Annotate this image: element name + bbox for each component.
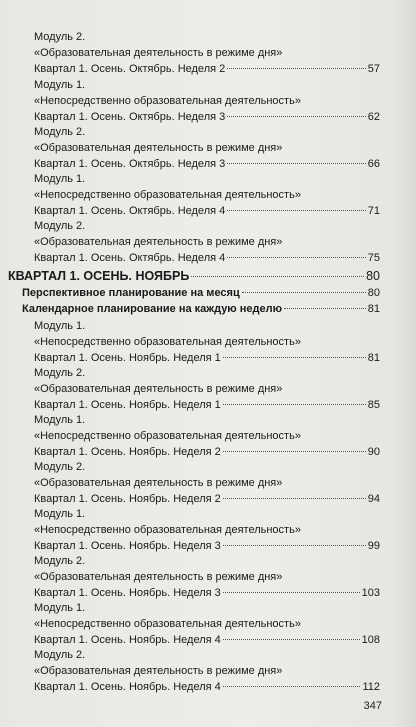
entry-module: Модуль 2. [34, 649, 86, 661]
entry-module: Модуль 2. [34, 367, 86, 379]
entry-week: Квартал 1. Осень. Ноябрь. Неделя 1 [34, 399, 221, 411]
entry-page: 108 [361, 634, 380, 646]
entry-module: Модуль 2. [34, 461, 86, 473]
entry-page: 57 [367, 63, 380, 75]
subsection-title: Перспективное планирование на месяц [22, 287, 240, 299]
entry-week: Квартал 1. Осень. Ноябрь. Неделя 4 [34, 681, 221, 693]
entry-module: Модуль 1. [34, 602, 86, 614]
dot-leader [227, 153, 366, 164]
section-page: 80 [366, 269, 380, 283]
entry-page: 112 [362, 681, 380, 693]
entry-title: «Образовательная деятельность в режиме дня» [34, 141, 283, 154]
entry-week: Квартал 1. Осень. Октябрь. Неделя 3 [34, 158, 226, 170]
dot-leader [227, 106, 366, 117]
entry-page: 62 [367, 111, 380, 123]
entry-title: «Непосредственно образовательная деятельность» [34, 335, 301, 348]
page-edge-shadow [394, 0, 416, 727]
subsection-page: 80 [367, 287, 380, 299]
entry-title: «Образовательная деятельность в режиме дня» [34, 476, 283, 489]
entry-module: Модуль 1. [34, 414, 86, 426]
dot-leader [223, 347, 366, 358]
entry-week: Квартал 1. Осень. Ноябрь. Неделя 3 [34, 587, 221, 599]
entry-page: 66 [367, 158, 380, 170]
dot-leader [227, 58, 366, 69]
entry-module: Модуль 1. [34, 320, 86, 332]
toc-entry[interactable] [34, 319, 380, 367]
entry-title: «Непосредственно образовательная деятельность» [34, 429, 301, 442]
entry-module: Модуль 2. [34, 126, 86, 138]
toc-entry[interactable] [34, 413, 380, 461]
entry-week: Квартал 1. Осень. Октябрь. Неделя 4 [34, 252, 226, 264]
entry-page: 94 [367, 493, 380, 505]
toc-entry[interactable] [34, 507, 380, 555]
entry-page: 81 [367, 352, 380, 364]
dot-leader [227, 200, 366, 211]
entry-week: Квартал 1. Осень. Октябрь. Неделя 4 [34, 205, 226, 217]
entry-week: Квартал 1. Осень. Октябрь. Неделя 3 [34, 111, 226, 123]
entry-title: «Непосредственно образовательная деятельность» [34, 617, 301, 630]
entry-week: Квартал 1. Осень. Ноябрь. Неделя 2 [34, 446, 221, 458]
entry-week: Квартал 1. Осень. Ноябрь. Неделя 4 [34, 634, 221, 646]
toc-entry[interactable] [34, 366, 380, 414]
entry-title: «Образовательная деятельность в режиме дня» [34, 46, 283, 59]
entry-module: Модуль 1. [34, 173, 86, 185]
entry-module: Модуль 2. [34, 220, 86, 232]
entry-week: Квартал 1. Осень. Ноябрь. Неделя 1 [34, 352, 221, 364]
entry-module: Модуль 2. [34, 31, 86, 43]
dot-leader [223, 676, 361, 687]
toc-entry[interactable] [34, 648, 380, 696]
entry-title: «Образовательная деятельность в режиме дня» [34, 382, 283, 395]
entry-title: «Непосредственно образовательная деятельность» [34, 94, 301, 107]
entry-page: 103 [361, 587, 380, 599]
entry-title: «Непосредственно образовательная деятельность» [34, 188, 301, 201]
subsection-page: 81 [367, 303, 380, 315]
dot-leader [242, 282, 366, 293]
entry-page: 99 [367, 540, 380, 552]
entry-week: Квартал 1. Осень. Октябрь. Неделя 2 [34, 63, 226, 75]
entry-page: 85 [367, 399, 380, 411]
toc-entry[interactable] [34, 554, 380, 602]
entry-title: «Образовательная деятельность в режиме дня» [34, 664, 283, 677]
subsection-title: Календарное планирование на каждую неделю [22, 303, 283, 315]
entry-module: Модуль 1. [34, 79, 86, 91]
entry-week: Квартал 1. Осень. Ноябрь. Неделя 2 [34, 493, 221, 505]
entry-page: 75 [367, 252, 380, 264]
toc-entry[interactable] [34, 125, 380, 173]
dot-leader [223, 394, 366, 405]
toc-entry[interactable] [34, 219, 380, 267]
entry-page: 71 [367, 205, 380, 217]
entry-week: Квартал 1. Осень. Ноябрь. Неделя 3 [34, 540, 221, 552]
toc-subsection[interactable] [22, 301, 380, 318]
toc-entry[interactable] [34, 78, 380, 126]
entry-title: «Образовательная деятельность в режиме дня» [34, 570, 283, 583]
dot-leader [223, 629, 360, 640]
entry-title: «Непосредственно образовательная деятельность» [34, 523, 301, 536]
dot-leader [227, 247, 366, 258]
toc-entry[interactable] [34, 30, 380, 78]
toc-entry[interactable] [34, 460, 380, 508]
dot-leader [284, 298, 366, 309]
entry-title: «Образовательная деятельность в режиме дня» [34, 235, 283, 248]
dot-leader [223, 535, 366, 546]
dot-leader [191, 266, 364, 277]
entry-module: Модуль 1. [34, 508, 86, 520]
dot-leader [223, 441, 366, 452]
toc-entry[interactable] [34, 172, 380, 220]
section-title: КВАРТАЛ 1. ОСЕНЬ. НОЯБРЬ [8, 269, 190, 283]
toc-entry[interactable] [34, 601, 380, 649]
dot-leader [223, 488, 366, 499]
entry-page: 90 [367, 446, 380, 458]
dot-leader [223, 582, 360, 593]
entry-module: Модуль 2. [34, 555, 86, 567]
page-number: 347 [363, 700, 382, 712]
